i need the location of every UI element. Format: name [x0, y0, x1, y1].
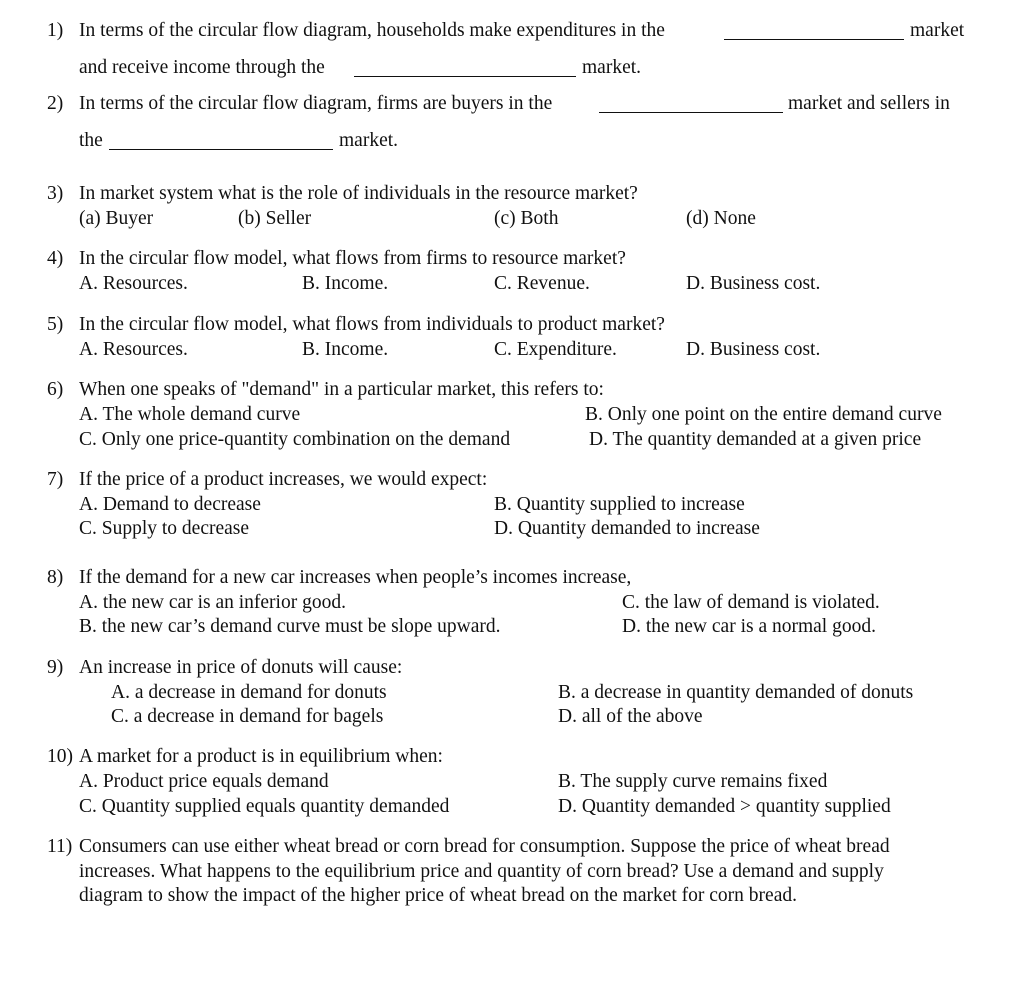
option: (b) Seller — [238, 208, 312, 229]
option: D. Business cost. — [686, 273, 821, 294]
question-text: If the price of a product increases, we would expect: — [79, 469, 488, 490]
option: B. Income. — [302, 273, 389, 294]
question-text: market. — [339, 130, 399, 151]
answer-blank[interactable] — [724, 39, 904, 40]
option: C. Supply to decrease — [79, 518, 250, 539]
option: B. the new car’s demand curve must be slope upward. — [79, 616, 501, 637]
answer-blank[interactable] — [354, 76, 576, 77]
option: (d) None — [686, 208, 756, 229]
question-text: A market for a product is in equilibrium when: — [79, 746, 443, 767]
question-number: 3) — [47, 183, 64, 204]
question-text: In the circular flow model, what flows from individuals to product market? — [79, 314, 665, 335]
question-text: An increase in price of donuts will cause: — [79, 657, 403, 678]
question-text: In terms of the circular flow diagram, firms are buyers in the — [79, 93, 553, 114]
option: A. Resources. — [79, 339, 188, 360]
question-text: increases. What happens to the equilibrium price and quantity of corn bread? Use a demand and supply — [79, 861, 884, 882]
option: A. a decrease in demand for donuts — [111, 682, 387, 703]
question-text: If the demand for a new car increases when people’s incomes increase, — [79, 567, 632, 588]
option: B. a decrease in quantity demanded of donuts — [558, 682, 914, 703]
option: (c) Both — [494, 208, 559, 229]
option: D. Quantity demanded to increase — [494, 518, 760, 539]
option: C. Only one price-quantity combination on the demand — [79, 429, 511, 450]
answer-blank[interactable] — [109, 149, 333, 150]
option: B. Quantity supplied to increase — [494, 494, 745, 515]
option: B. Only one point on the entire demand curve — [585, 404, 942, 425]
option: D. Quantity demanded > quantity supplied — [558, 796, 891, 817]
question-number: 2) — [47, 93, 64, 114]
question-text: market and sellers in — [788, 93, 950, 114]
question-text: market. — [582, 57, 642, 78]
question-text: diagram to show the impact of the higher price of wheat bread on the market for corn bread. — [79, 885, 797, 906]
option: D. the new car is a normal good. — [622, 616, 876, 637]
question-number: 11) — [47, 836, 73, 857]
question-number: 1) — [47, 20, 64, 41]
answer-blank[interactable] — [599, 112, 783, 113]
question-text: and receive income through the — [79, 57, 325, 78]
option: D. all of the above — [558, 706, 703, 727]
option: C. Revenue. — [494, 273, 590, 294]
question-text: In market system what is the role of individuals in the resource market? — [79, 183, 638, 204]
question-number: 8) — [47, 567, 64, 588]
question-number: 7) — [47, 469, 64, 490]
question-text: When one speaks of "demand" in a particular market, this refers to: — [79, 379, 604, 400]
option: B. Income. — [302, 339, 389, 360]
option: A. Resources. — [79, 273, 188, 294]
option: A. Demand to decrease — [79, 494, 261, 515]
option: B. The supply curve remains fixed — [558, 771, 828, 792]
question-text: the — [79, 130, 103, 151]
option: C. Quantity supplied equals quantity demanded — [79, 796, 450, 817]
option: C. the law of demand is violated. — [622, 592, 880, 613]
option: A. The whole demand curve — [79, 404, 301, 425]
option: C. Expenditure. — [494, 339, 617, 360]
option: A. the new car is an inferior good. — [79, 592, 346, 613]
question-text: market — [910, 20, 965, 41]
question-number: 4) — [47, 248, 64, 269]
question-number: 6) — [47, 379, 64, 400]
option: C. a decrease in demand for bagels — [111, 706, 384, 727]
option: (a) Buyer — [79, 208, 154, 229]
option: D. The quantity demanded at a given price — [589, 429, 922, 450]
question-text: In the circular flow model, what flows from firms to resource market? — [79, 248, 626, 269]
question-number: 9) — [47, 657, 64, 678]
question-number: 10) — [47, 746, 73, 767]
question-text: In terms of the circular flow diagram, households make expenditures in the — [79, 20, 665, 41]
question-number: 5) — [47, 314, 64, 335]
option: A. Product price equals demand — [79, 771, 329, 792]
question-text: Consumers can use either wheat bread or corn bread for consumption. Suppose the price of wheat bread — [79, 836, 890, 857]
option: D. Business cost. — [686, 339, 821, 360]
